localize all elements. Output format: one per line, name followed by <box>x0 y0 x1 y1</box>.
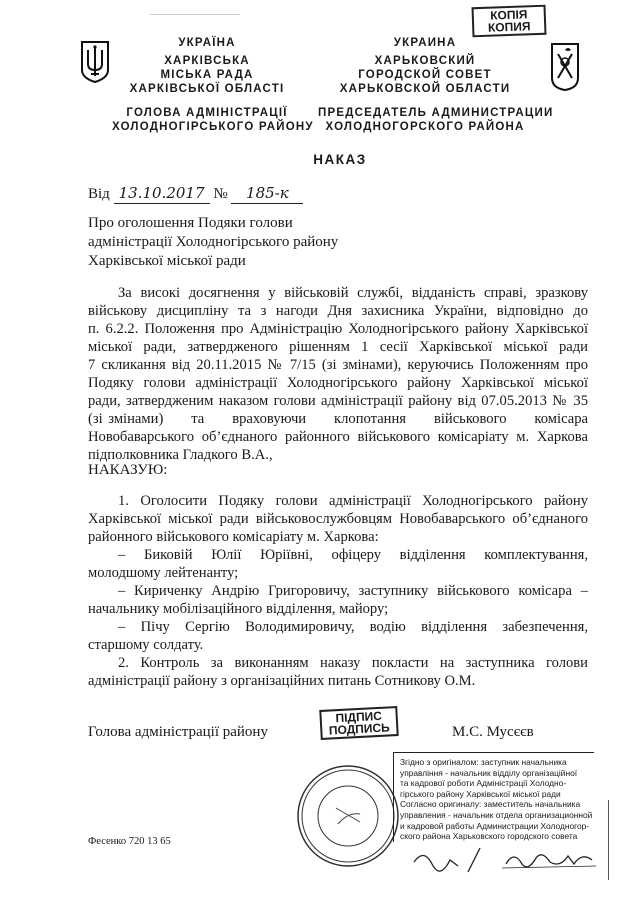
header-right-council-1: ХАРЬКОВСКИЙ <box>374 55 476 67</box>
preamble-line: (зі змінами) та враховуючи клопотання військового комісара <box>88 411 588 427</box>
subject-line: адміністрації Холодногірського району <box>88 234 339 250</box>
certification-line: управління - начальник відділу організаційної <box>400 767 578 778</box>
subject <box>88 214 338 271</box>
copy-stamp-line2: КОПИЯ <box>487 19 531 35</box>
header-left-country: УКРАЇНА <box>178 37 236 49</box>
item1-line: Харківської міської ради військовослужбовцям Новобаварського об’єднаного <box>88 511 588 527</box>
header-left-council-2: МІСЬКА РАДА <box>160 69 254 81</box>
handwritten-signature-icon <box>410 842 600 876</box>
signature-title: Голова адміністрації району <box>88 724 268 740</box>
signature-stamp <box>319 706 398 740</box>
certification-line: и кадровой работы Администрации Холодногор- <box>400 820 590 831</box>
header-left-office-2: ХОЛОДНОГІРСЬКОГО РАЙОНУ <box>112 121 314 133</box>
official-seal-icon <box>296 764 400 868</box>
subject-line: Харківської міської ради <box>88 253 246 269</box>
trident-icon <box>80 40 110 84</box>
preamble-line: ради, затвердженим наказом голови адміністрації району від 07.05.2013 № 35 <box>88 393 588 409</box>
subject-line: Про оголошення Подяки голови <box>88 215 293 231</box>
date-number-line <box>88 184 303 204</box>
person-line: – Кириченку Андрію Григоровичу, заступнику військового комісара – <box>118 583 588 599</box>
header-left-office-1: ГОЛОВА АДМІНІСТРАЦІЇ <box>126 107 288 119</box>
kharkiv-emblem-icon <box>550 42 580 92</box>
signature-name: М.С. Мусєєв <box>452 724 534 740</box>
certification-line: Згідно з оригіналом: заступник начальника <box>400 757 567 767</box>
preamble-line: Подяку голови адміністрації Холодногірського району Харківської міської <box>88 375 588 391</box>
certification-line: гірського району Харківської міської ради <box>400 788 561 799</box>
number-prefix: № <box>213 186 228 202</box>
preamble-line: За високі досягнення у військовій службі, відданість справі, зразкову <box>118 285 588 301</box>
order-word: НАКАЗУЮ: <box>88 462 168 478</box>
certification-line: Согласно оригиналу: заместитель начальника <box>400 799 581 810</box>
header-right-council-3: ХАРЬКОВСКОЙ ОБЛАСТИ <box>339 83 511 95</box>
item1-line: 1. Оголосити Подяку голови адміністрації Холодногірського району <box>118 493 588 509</box>
preamble-line: військову дисципліну та з нагоди Дня захисника України, відповідно до <box>88 303 588 319</box>
number-value: 185-к <box>246 184 289 202</box>
header-right-country: УКРАИНА <box>393 37 457 49</box>
header-left-council-1: ХАРКІВСЬКА <box>164 55 250 67</box>
header-right-council-2: ГОРОДСКОЙ СОВЕТ <box>358 69 492 81</box>
preamble-line: п. 6.2.2. Положення про Адміністрацію Холодногірського району Харківської <box>88 321 588 337</box>
item2-line: адміністрації району з організаційних питань Сотникову О.М. <box>88 673 476 689</box>
person-line: старшому солдату. <box>88 637 204 653</box>
header-right-office-2: ХОЛОДНОГОРСКОГО РАЙОНА <box>325 121 525 133</box>
person-line: – Пічу Сергію Володимировичу, водію відділення забезпечення, <box>118 619 588 635</box>
copy-stamp-line1: КОПІЯ <box>489 7 528 23</box>
person-line: молодшому лейтенанту; <box>88 565 239 581</box>
certification-line: управления - начальник отдела организационной <box>400 809 593 820</box>
preamble-line: 7 скликання від 20.11.2015 № 7/15 (зі змінами), керуючись Положенням про <box>88 357 588 373</box>
preamble <box>88 284 588 464</box>
header-right-office-1: ПРЕДСЕДАТЕЛЬ АДМИНИСТРАЦИИ <box>318 107 554 119</box>
header-right <box>318 36 554 134</box>
order-item-1 <box>88 492 588 690</box>
executor-contact: Фесенко 720 13 65 <box>88 836 171 847</box>
header-left <box>112 36 314 134</box>
scan-edge-line <box>608 800 609 880</box>
signature-stamp-line2: ПОДПИСЬ <box>328 720 391 738</box>
person-line: – Биковій Юлії Юріївні, офіцеру відділення комплектування, <box>118 547 588 563</box>
certification-line: та кадрової роботи Адміністрації Холодно- <box>400 778 567 789</box>
certification-line: ского района Харьковского городского совета <box>400 831 578 842</box>
preamble-line: Новобаварського об’єднаного районного військового комісаріату м. Харкова <box>88 429 588 445</box>
preamble-line: міської ради, затвердженого рішенням 1 сесії Харківської міської ради <box>88 339 588 355</box>
date-value: 13.10.2017 <box>118 184 205 202</box>
person-line: начальнику мобілізаційного відділення, майору; <box>88 601 389 617</box>
document-type: НАКАЗ <box>313 152 367 167</box>
preamble-line: підполковника Гладкого В.А., <box>88 447 273 463</box>
copy-stamp <box>471 5 546 38</box>
signature-stamp-line1: ПІДПИС <box>335 708 383 726</box>
scan-artifact-line <box>150 14 240 15</box>
header-left-council-3: ХАРКІВСЬКОЇ ОБЛАСТІ <box>129 83 285 95</box>
date-prefix: Від <box>88 186 110 202</box>
item1-line: районного військового комісаріату м. Харкова: <box>88 529 379 545</box>
item2-line: 2. Контроль за виконанням наказу покласти на заступника голови <box>118 655 588 671</box>
certification-block <box>393 752 594 842</box>
